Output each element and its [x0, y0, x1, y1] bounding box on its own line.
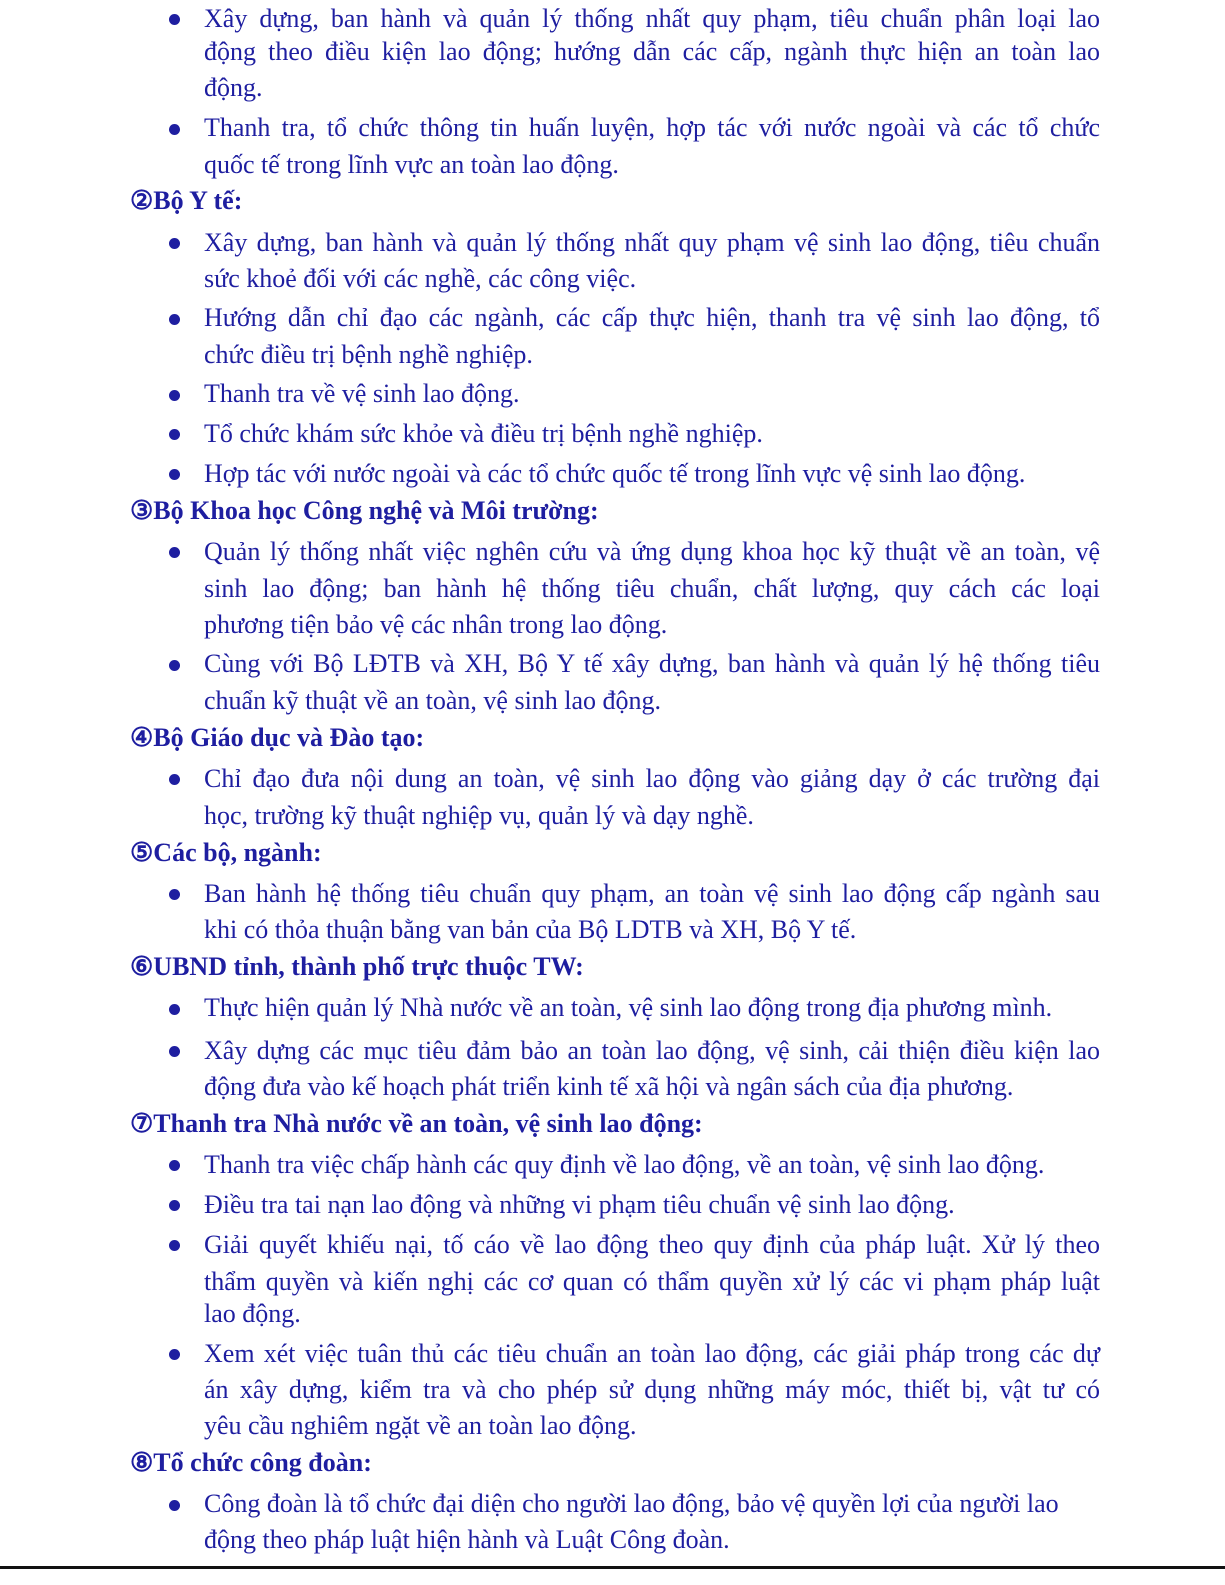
bullet-text-line: Điều tra tai nạn lao động và những vi phạm tiêu chuẩn vệ sinh lao động. — [204, 1190, 955, 1219]
bullet-dot — [169, 429, 180, 440]
bullet-text-line: Hợp tác với nước ngoài và các tổ chức quốc tế trong lĩnh vực vệ sinh lao động. — [204, 459, 1026, 488]
section-heading: ⑦Thanh tra Nhà nước về an toàn, vệ sinh lao động: — [130, 1109, 703, 1138]
bullet-text-line: Thanh tra về vệ sinh lao động. — [204, 379, 520, 408]
bullet-text-line: án xây dựng, kiểm tra và cho phép sử dụng những máy móc, thiết bị, vật tư có — [204, 1375, 1100, 1404]
bullet-dot — [169, 547, 180, 558]
bullet-text-line: Công đoàn là tổ chức đại diện cho người lao động, bảo vệ quyền lợi của người lao — [204, 1489, 1059, 1518]
bullet-text-line: Quản lý thống nhất việc nghên cứu và ứng dụng khoa học kỹ thuật về an toàn, vệ — [204, 537, 1100, 566]
section-heading: ⑥UBND tỉnh, thành phố trực thuộc TW: — [130, 952, 584, 981]
bullet-text-line: động theo điều kiện lao động; hướng dẫn các cấp, ngành thực hiện an toàn lao — [204, 37, 1100, 66]
bottom-rule — [0, 1566, 1225, 1569]
bullet-text-line: lao động. — [204, 1299, 301, 1328]
bullet-text-line: học, trường kỹ thuật nghiệp vụ, quản lý và dạy nghề. — [204, 801, 754, 830]
bullet-dot — [169, 660, 180, 671]
bullet-text-line: chuẩn kỹ thuật về an toàn, vệ sinh lao động. — [204, 686, 662, 715]
bullet-text-line: yêu cầu nghiêm ngặt về an toàn lao động. — [204, 1411, 637, 1440]
bullet-text-line: Thanh tra việc chấp hành các quy định về lao động, về an toàn, vệ sinh lao động. — [204, 1150, 1045, 1179]
bullet-text-line: Xây dựng, ban hành và quản lý thống nhất quy phạm, tiêu chuẩn phân loại lao — [204, 4, 1100, 33]
bullet-dot — [169, 1046, 180, 1057]
bullet-text-line: động đưa vào kế hoạch phát triển kinh tế xã hội và ngân sách của địa phương. — [204, 1072, 1014, 1101]
bullet-text-line: Thực hiện quản lý Nhà nước về an toàn, vệ sinh lao động trong địa phương mình. — [204, 993, 1053, 1022]
bullet-dot — [169, 1200, 180, 1211]
bullet-text-line: Xây dựng các mục tiêu đảm bảo an toàn lao động, vệ sinh, cải thiện điều kiện lao — [204, 1036, 1100, 1065]
section-heading: ⑧Tổ chức công đoàn: — [130, 1448, 372, 1477]
bullet-text-line: Xem xét việc tuân thủ các tiêu chuẩn an toàn lao động, các giải pháp trong các dự — [204, 1339, 1100, 1368]
bullet-dot — [169, 1160, 180, 1171]
bullet-dot — [169, 469, 180, 480]
bullet-text-line: động theo pháp luật hiện hành và Luật Công đoàn. — [204, 1525, 730, 1554]
bullet-dot — [169, 124, 180, 135]
bullet-text-line: Giải quyết khiếu nại, tố cáo về lao động theo quy định của pháp luật. Xử lý theo — [204, 1230, 1100, 1259]
bullet-dot — [169, 14, 180, 25]
bullet-text-line: sinh lao động; ban hành hệ thống tiêu chuẩn, chất lượng, quy cách các loại — [204, 574, 1100, 603]
bullet-text-line: Cùng với Bộ LĐTB và XH, Bộ Y tế xây dựng, ban hành và quản lý hệ thống tiêu — [204, 649, 1100, 678]
bullet-text-line: Ban hành hệ thống tiêu chuẩn quy phạm, an toàn vệ sinh lao động cấp ngành sau — [204, 879, 1100, 908]
bullet-text-line: phương tiện bảo vệ các nhân trong lao động. — [204, 610, 668, 639]
section-heading: ④Bộ Giáo dục và Đào tạo: — [130, 723, 425, 752]
bullet-dot — [169, 1500, 180, 1511]
bullet-text-line: quốc tế trong lĩnh vực an toàn lao động. — [204, 150, 619, 179]
bullet-dot — [169, 774, 180, 785]
bullet-dot — [169, 1240, 180, 1251]
bullet-text-line: Hướng dẫn chỉ đạo các ngành, các cấp thực hiện, thanh tra vệ sinh lao động, tổ — [204, 303, 1100, 332]
bullet-dot — [169, 390, 180, 401]
bullet-text-line: thẩm quyền và kiến nghị các cơ quan có thẩm quyền xử lý các vi phạm pháp luật — [204, 1267, 1100, 1296]
section-heading: ②Bộ Y tế: — [130, 186, 243, 215]
bullet-dot — [169, 889, 180, 900]
bullet-text-line: động. — [204, 73, 263, 102]
bullet-dot — [169, 1004, 180, 1015]
bullet-text-line: sức khoẻ đối với các nghề, các công việc. — [204, 264, 637, 293]
bullet-text-line: Thanh tra, tổ chức thông tin huấn luyện, hợp tác với nước ngoài và các tổ chức — [204, 113, 1100, 142]
bullet-text-line: Chỉ đạo đưa nội dung an toàn, vệ sinh lao động vào giảng dạy ở các trường đại — [204, 764, 1100, 793]
bullet-dot — [169, 238, 180, 249]
section-heading: ③Bộ Khoa học Công nghệ và Môi trường: — [130, 496, 599, 525]
bullet-text-line: Xây dựng, ban hành và quản lý thống nhất quy phạm vệ sinh lao động, tiêu chuẩn — [204, 228, 1100, 257]
bullet-dot — [169, 314, 180, 325]
bullet-dot — [169, 1349, 180, 1360]
bullet-text-line: chức điều trị bệnh nghề nghiệp. — [204, 340, 533, 369]
bullet-text-line: Tổ chức khám sức khỏe và điều trị bệnh nghề nghiệp. — [204, 419, 763, 448]
section-heading: ⑤Các bộ, ngành: — [130, 838, 322, 867]
bullet-text-line: khi có thỏa thuận bằng van bản của Bộ LDTB và XH, Bộ Y tế. — [204, 915, 857, 944]
